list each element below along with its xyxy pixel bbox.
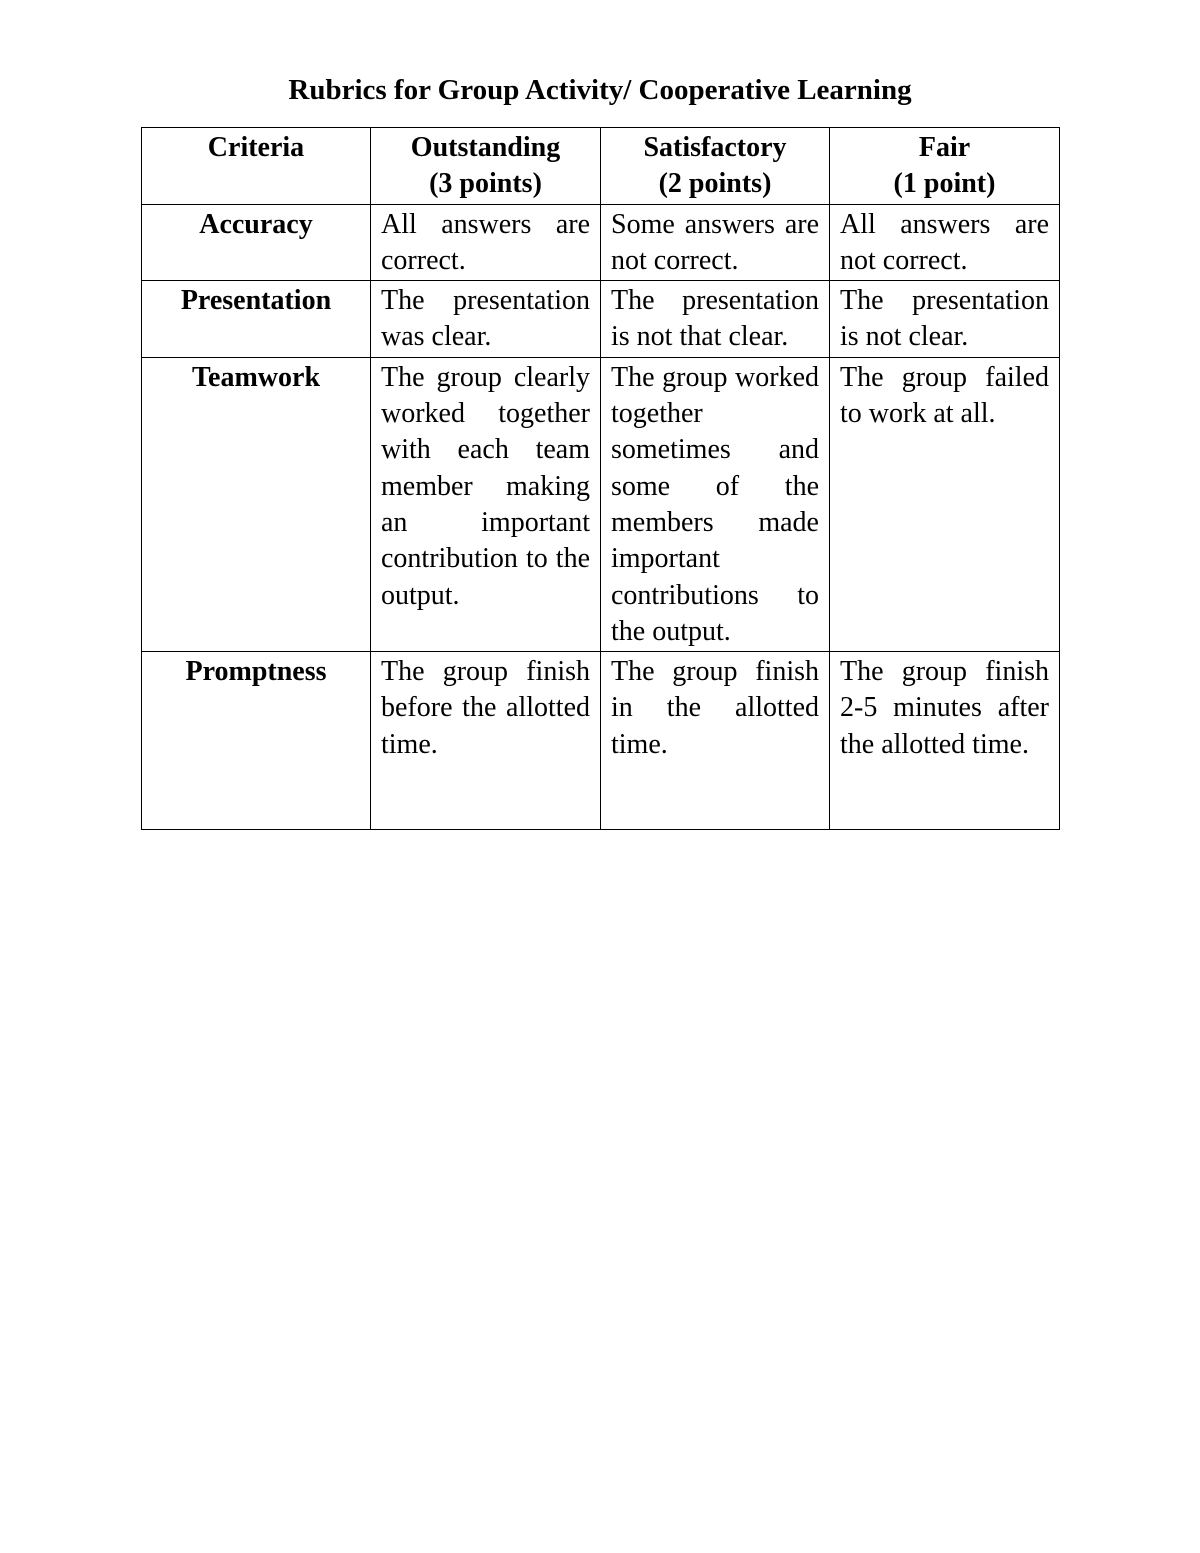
header-satisfactory-points: (2 points) (658, 168, 772, 200)
outstanding-cell: All answers are correct. (371, 204, 601, 281)
header-outstanding (371, 128, 601, 205)
header-fair (830, 128, 1060, 205)
satisfactory-cell: Some answers are not correct. (601, 204, 830, 281)
header-satisfactory-label: Satisfactory (643, 132, 787, 163)
fair-cell: The presentation is not clear. (830, 281, 1060, 358)
page-title: Rubrics for Group Activity/ Cooperative Learning (288, 74, 912, 106)
header-outstanding-points: (3 points) (429, 168, 542, 200)
table-row-promptness (142, 652, 1060, 830)
criteria-cell: Promptness (142, 652, 371, 830)
criteria-cell: Accuracy (142, 204, 371, 281)
outstanding-cell: The presentation was clear. (371, 281, 601, 358)
outstanding-cell: The group clearly worked together with each team member making an important contribution to the output. (371, 357, 601, 651)
criteria-cell: Teamwork (142, 357, 371, 651)
fair-cell: The group failed to work at all. (830, 357, 1060, 651)
table-header-row (142, 128, 1060, 205)
outstanding-cell: The group finish before the allotted time. (371, 652, 601, 830)
fair-cell: All answers are not correct. (830, 204, 1060, 281)
table-row-presentation (142, 281, 1060, 358)
rubric-table (141, 127, 1060, 830)
satisfactory-cell: The presentation is not that clear. (601, 281, 830, 358)
fair-cell: The group finish 2-5 minutes after the allotted time. (830, 652, 1060, 830)
header-criteria (142, 128, 371, 205)
header-fair-points: (1 point) (893, 168, 996, 200)
table-row-teamwork (142, 357, 1060, 651)
header-criteria-label: Criteria (207, 132, 305, 163)
header-fair-label: Fair (918, 132, 971, 163)
header-outstanding-label: Outstanding (410, 132, 561, 163)
satisfactory-cell: The group finish in the allotted time. (601, 652, 830, 830)
satisfactory-cell: The group worked together sometimes and some of the members made important contributions to the output. (601, 357, 830, 651)
criteria-cell: Presentation (142, 281, 371, 358)
table-row-accuracy (142, 204, 1060, 281)
header-satisfactory (601, 128, 830, 205)
